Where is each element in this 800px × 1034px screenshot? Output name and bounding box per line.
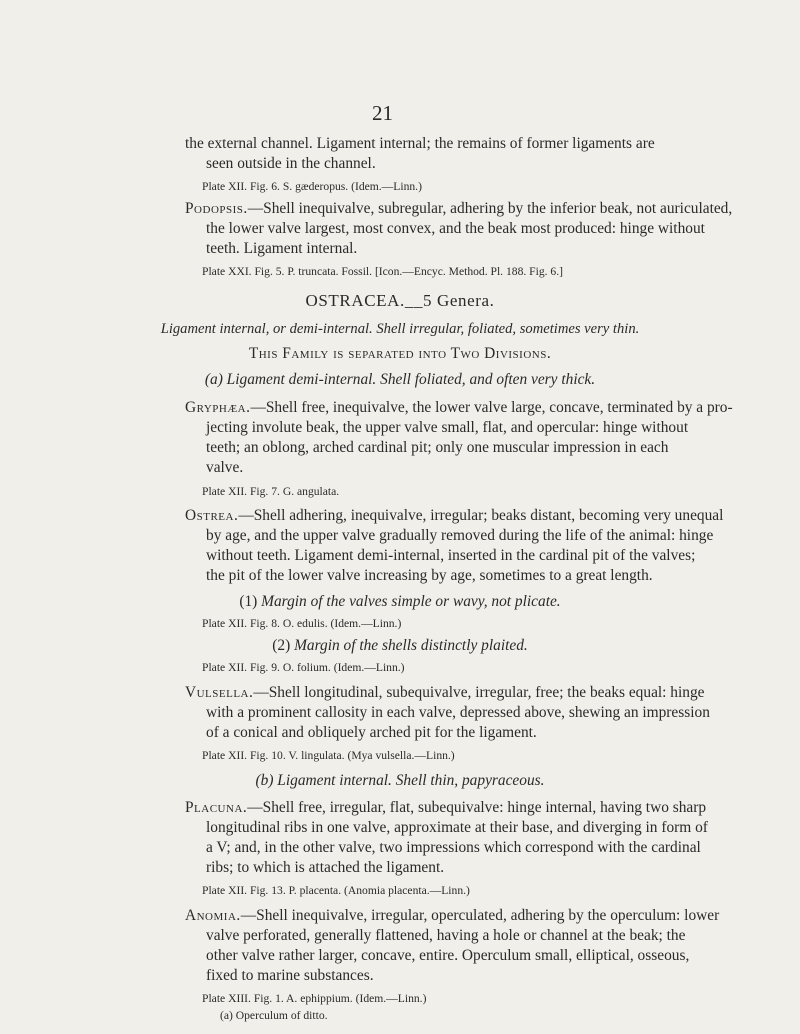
text-line: by age, and the upper valve gradually removed during the life of the animal: hinge [206,527,714,544]
text-line: the pit of the lower valve increasing by age, sometimes to a great length. [206,567,653,584]
text-line: valve. [206,459,244,476]
page-number: 21 [372,101,393,125]
plate-reference: Plate XII. Fig. 6. S. gæderopus. (Idem.—Linn.) [202,180,422,193]
plate-reference: Plate XII. Fig. 9. O. folium. (Idem.—Linn.) [202,661,405,674]
genus-name: Vulsella. [185,684,254,701]
text-line: the external channel. Ligament internal; the remains of former ligaments are [185,135,655,152]
genus-description: —Shell adhering, inequivalve, irregular; beaks distant, becoming very unequal [238,507,724,524]
plate-reference: Plate XII. Fig. 13. P. placenta. (Anomia placenta.—Linn.) [202,884,470,897]
text-line: fixed to marine substances. [206,967,374,984]
division-a-heading: (a) Ligament demi-internal. Shell foliated, and often very thick. [204,371,596,388]
text-line: with a prominent callosity in each valve, depressed above, shewing an impression [206,704,710,721]
text-line: the lower valve largest, most convex, and the beak most produced: hinge without [206,220,705,237]
subdivision-number: (2) [272,637,291,654]
plate-reference: Plate XII. Fig. 7. G. angulata. [202,485,340,498]
text-line: of a conical and obliquely arched pit for the ligament. [206,724,537,741]
text-line: a V; and, in the other valve, two impressions which correspond with the cardinal [206,839,701,856]
division-note: This Family is separated into Two Divisions. [248,345,552,362]
text-line: without teeth. Ligament demi-internal, inserted in the cardinal pit of the valves; [206,547,696,564]
text-line: ribs; to which is attached the ligament. [206,859,445,876]
genus-name: Podopsis. [185,200,248,217]
subdivision-text: Margin of the shells distinctly plaited. [294,637,528,654]
genus-paragraph-start [185,798,706,818]
plate-reference: Plate XII. Fig. 8. O. edulis. (Idem.—Linn.) [202,617,402,630]
plate-reference: Plate XII. Fig. 10. V. lingulata. (Mya vulsella.—Linn.) [202,749,455,762]
genus-paragraph-start [185,906,719,926]
text-line: longitudinal ribs in one valve, approximate at their base, and diverging in form of [206,819,708,836]
genus-description: —Shell free, inequivalve, the lower valve large, concave, terminated by a pro- [250,399,733,416]
text-line: teeth. Ligament internal. [206,240,358,257]
genus-paragraph-start [185,199,732,219]
plate-reference: Plate XXI. Fig. 5. P. truncata. Fossil. [Icon.—Encyc. Method. Pl. 188. Fig. 6.] [202,265,563,278]
division-b-heading: (b) Ligament internal. Shell thin, papyraceous. [255,772,545,789]
text-line: valve perforated, generally flattened, having a hole or channel at the beak; the [206,927,686,944]
genus-name: Gryphæa. [185,399,251,416]
text-line: jecting involute beak, the upper valve small, flat, and opercular: hinge without [206,419,689,436]
plate-reference: (a) Operculum of ditto. [220,1009,328,1022]
text-line: other valve rather larger, concave, entire. Operculum small, elliptical, osseous, [206,947,690,964]
family-subtitle: Ligament internal, or demi-internal. Shell irregular, foliated, sometimes very thin. [160,321,640,337]
genus-name: Placuna. [185,799,248,816]
genus-name: Ostrea. [185,507,239,524]
family-title: OSTRACEA.__5 Genera. [305,291,495,310]
subdivision-number: (1) [239,593,258,610]
genus-name: Anomia. [185,907,241,924]
text-line: teeth; an oblong, arched cardinal pit; only one muscular impression in each [206,439,669,456]
genus-paragraph-start [185,683,705,703]
genus-description: —Shell free, irregular, flat, subequivalve: hinge internal, having two sharp [247,799,707,816]
genus-paragraph-start [185,398,733,418]
plate-reference: Plate XIII. Fig. 1. A. ephippium. (Idem.—Linn.) [202,992,427,1005]
subdivision-heading [0,592,800,612]
text-line: seen outside in the channel. [206,155,376,172]
subdivision-heading [0,636,800,656]
subdivision-text: Margin of the valves simple or wavy, not plicate. [261,593,561,610]
genus-paragraph-start [185,506,723,526]
genus-description: —Shell inequivalve, irregular, operculated, adhering by the operculum: lower [240,907,720,924]
genus-description: —Shell longitudinal, subequivalve, irregular, free; the beaks equal: hinge [253,684,705,701]
genus-description: —Shell inequivalve, subregular, adhering by the inferior beak, not auriculated, [247,200,733,217]
